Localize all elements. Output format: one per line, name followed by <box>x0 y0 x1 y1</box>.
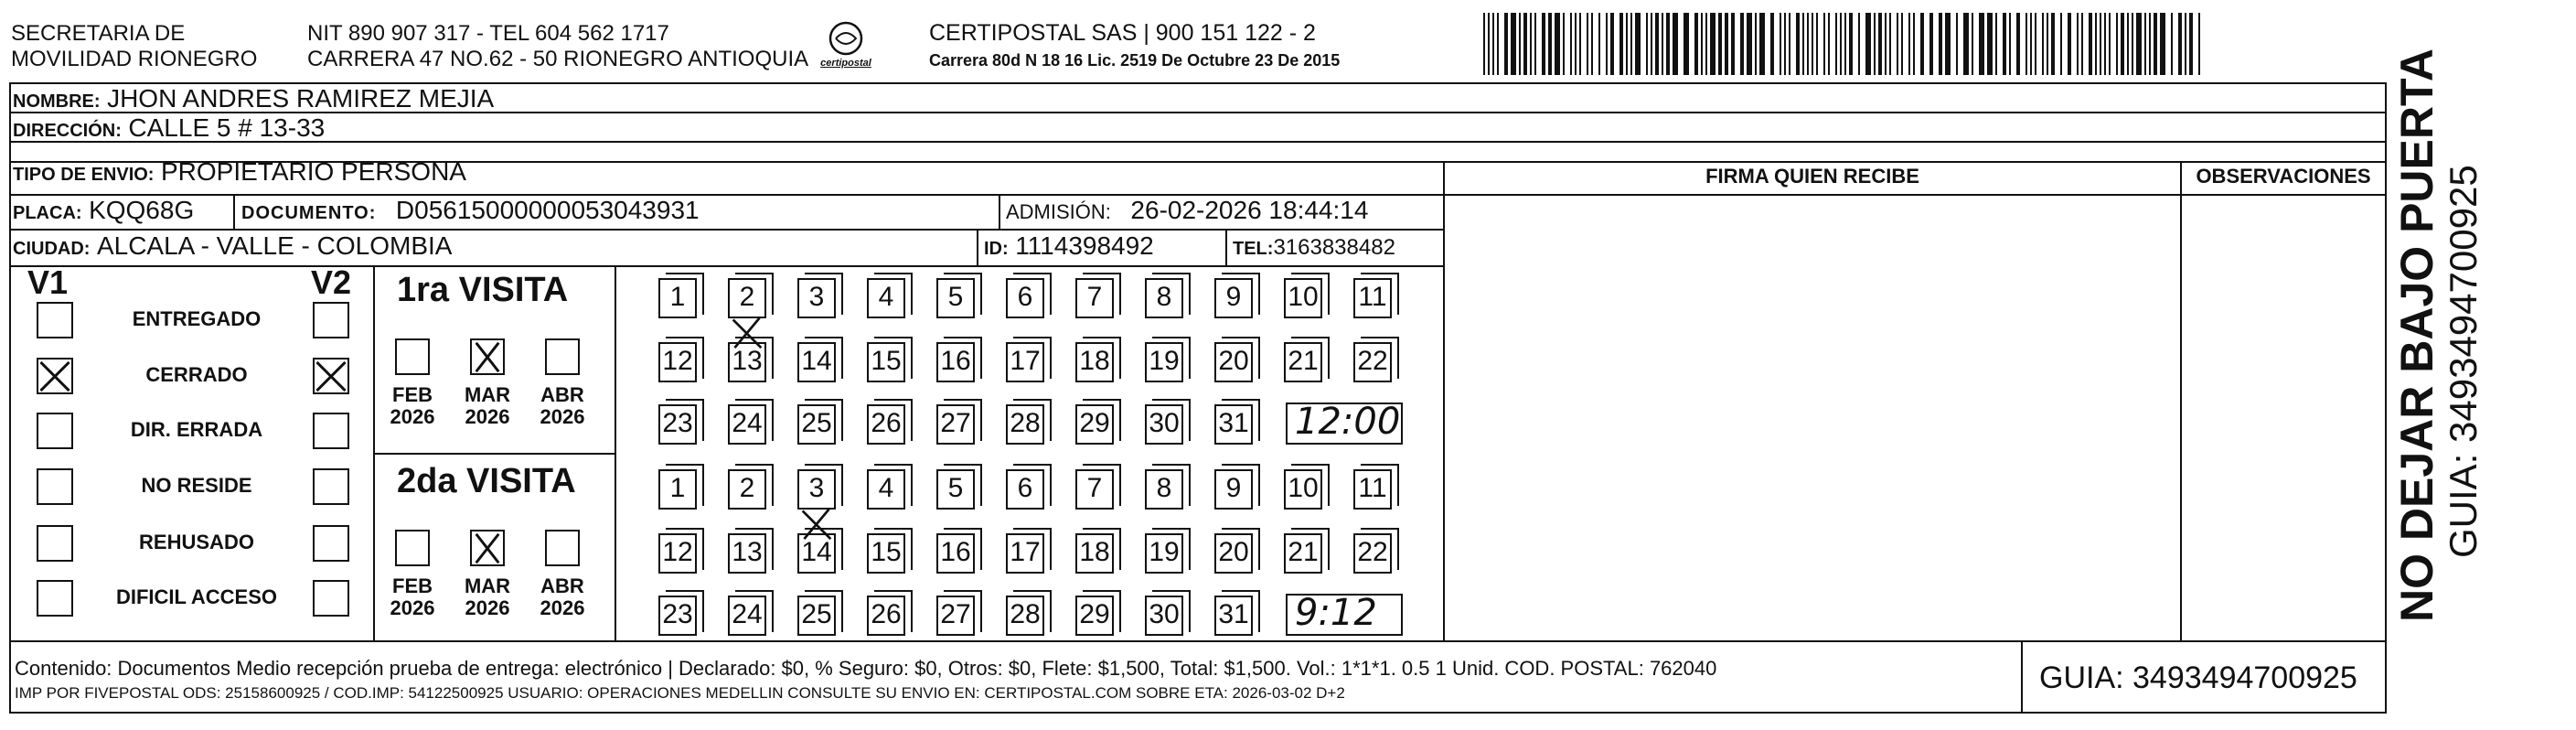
month-label <box>535 575 590 619</box>
day-number: 12 <box>662 346 693 376</box>
tipo-envio-label: TIPO DE ENVIO: <box>13 165 155 185</box>
day-box[interactable] <box>797 278 836 318</box>
status-option-label: DIR. ERRADA <box>130 418 263 441</box>
day-number: 8 <box>1156 282 1172 312</box>
day-box[interactable] <box>728 596 766 636</box>
day-number: 24 <box>732 599 763 629</box>
day-box[interactable] <box>658 278 697 318</box>
month-label <box>385 575 440 619</box>
day-box[interactable] <box>797 533 836 574</box>
day-box[interactable] <box>728 278 766 318</box>
day-box[interactable] <box>728 533 766 574</box>
day-number: 1 <box>669 282 686 312</box>
day-box[interactable] <box>1075 278 1114 318</box>
day-number: 26 <box>871 599 902 629</box>
day-box[interactable] <box>936 469 975 510</box>
status-option-label: NO RESIDE <box>141 474 252 497</box>
nombre-value: JHON ANDRES RAMIREZ MEJIA <box>107 84 495 113</box>
tel-value: 3163838482 <box>1273 235 1395 260</box>
day-number: 6 <box>1017 473 1033 503</box>
v1-checkbox[interactable] <box>37 413 73 449</box>
day-box[interactable] <box>658 404 697 445</box>
day-number: 4 <box>878 282 894 312</box>
day-number: 5 <box>947 473 964 503</box>
day-box[interactable] <box>936 533 975 574</box>
ciudad-label: CIUDAD: <box>13 239 91 259</box>
month-checkbox[interactable] <box>395 338 430 375</box>
day-box[interactable] <box>1075 342 1114 382</box>
v2-label: V2 <box>311 263 352 301</box>
month-label <box>460 575 515 619</box>
org-name-line2: MOVILIDAD RIONEGRO <box>11 47 258 71</box>
day-number: 18 <box>1079 346 1110 376</box>
day-box[interactable] <box>658 342 697 382</box>
tipo-envio-field <box>13 157 466 189</box>
day-box[interactable] <box>1353 342 1392 382</box>
day-number: 27 <box>940 408 971 438</box>
documento-label: DOCUMENTO: <box>241 203 377 223</box>
day-box[interactable] <box>1075 533 1114 574</box>
day-number: 9 <box>1225 473 1242 503</box>
day-box[interactable] <box>867 278 905 318</box>
month-name: MAR <box>464 574 511 597</box>
day-number: 22 <box>1357 346 1388 376</box>
placa-label: PLACA: <box>13 203 82 223</box>
v2-checkbox[interactable] <box>313 580 349 617</box>
placa-field <box>13 196 194 228</box>
guia-side-label: GUIA: 3493494700925 <box>2442 165 2485 558</box>
day-number: 21 <box>1288 537 1319 567</box>
day-number: 23 <box>662 408 693 438</box>
day-box[interactable] <box>1145 278 1183 318</box>
id-value: 1114398492 <box>1015 231 1154 260</box>
visit-time-box <box>1286 403 1403 445</box>
v2-checkbox[interactable] <box>313 413 349 449</box>
day-box[interactable] <box>1006 533 1044 574</box>
day-number: 11 <box>1358 282 1387 312</box>
month-label <box>460 384 515 428</box>
day-number: 4 <box>878 473 894 503</box>
month-year: 2026 <box>540 596 585 619</box>
guia-footer-box: GUIA: 3493494700925 <box>2039 660 2357 695</box>
v1-label: V1 <box>27 263 69 301</box>
admision-value: 26-02-2026 18:44:14 <box>1130 196 1369 224</box>
day-box[interactable] <box>867 533 905 574</box>
day-number: 31 <box>1218 599 1249 629</box>
day-box[interactable] <box>1006 596 1044 636</box>
day-number: 5 <box>947 282 964 312</box>
day-number: 31 <box>1218 408 1249 438</box>
v2-checkbox[interactable] <box>313 358 349 394</box>
v1-checkbox[interactable] <box>37 358 73 394</box>
day-box[interactable] <box>1214 469 1253 510</box>
v1-checkbox[interactable] <box>37 525 73 562</box>
status-option-label: DIFICIL ACCESO <box>115 585 277 608</box>
day-box[interactable] <box>1214 404 1253 445</box>
day-box[interactable] <box>1075 469 1114 510</box>
month-name: ABR <box>540 383 584 406</box>
day-box[interactable] <box>936 342 975 382</box>
visit-title: 1ra VISITA <box>397 271 569 309</box>
nit-line: NIT 890 907 317 - TEL 604 562 1717 <box>307 21 669 46</box>
day-number: 17 <box>1010 537 1041 567</box>
day-number: 16 <box>940 537 971 567</box>
day-box[interactable] <box>728 469 766 510</box>
day-box[interactable] <box>728 342 766 382</box>
day-number: 23 <box>662 599 693 629</box>
day-box[interactable] <box>658 533 697 574</box>
month-year: 2026 <box>465 405 510 428</box>
v1-checkbox[interactable] <box>37 468 73 505</box>
day-number: 8 <box>1156 473 1172 503</box>
day-number: 2 <box>739 282 755 312</box>
v1-checkbox[interactable] <box>37 580 73 617</box>
day-number: 22 <box>1357 537 1388 567</box>
day-box[interactable] <box>1145 469 1183 510</box>
day-number: 13 <box>732 537 763 567</box>
day-box[interactable] <box>1006 342 1044 382</box>
day-box[interactable] <box>658 469 697 510</box>
day-box[interactable] <box>1145 404 1183 445</box>
day-number: 30 <box>1149 408 1180 438</box>
day-number: 24 <box>732 408 763 438</box>
admision-label: ADMISIÓN: <box>1006 200 1111 223</box>
no-dejar-warning: NO DEJAR BAJO PUERTA <box>2391 48 2442 622</box>
day-number: 29 <box>1079 599 1110 629</box>
month-year: 2026 <box>540 405 585 428</box>
day-box[interactable] <box>1006 469 1044 510</box>
month-year: 2026 <box>390 405 435 428</box>
day-number: 10 <box>1288 282 1319 312</box>
direccion-value: CALLE 5 # 13-33 <box>128 113 326 142</box>
day-box[interactable] <box>936 278 975 318</box>
month-checkbox[interactable] <box>395 530 430 566</box>
firma-header: FIRMA QUIEN RECIBE <box>1705 165 1919 188</box>
direccion-field <box>13 113 325 145</box>
day-number: 14 <box>801 346 832 376</box>
day-number: 11 <box>1358 473 1387 503</box>
v2-checkbox[interactable] <box>313 525 349 562</box>
day-number: 1 <box>669 473 686 503</box>
ciudad-value: ALCALA - VALLE - COLOMBIA <box>96 231 453 260</box>
day-box[interactable] <box>1214 533 1253 574</box>
day-box[interactable] <box>1075 404 1114 445</box>
day-box[interactable] <box>1284 533 1322 574</box>
day-number: 20 <box>1218 346 1249 376</box>
month-name: FEB <box>392 383 433 406</box>
day-number: 17 <box>1010 346 1041 376</box>
day-number: 10 <box>1288 473 1319 503</box>
month-label <box>385 384 440 428</box>
day-number: 15 <box>871 537 902 567</box>
day-box[interactable] <box>1145 342 1183 382</box>
day-box[interactable] <box>797 342 836 382</box>
ciudad-field <box>13 231 452 263</box>
day-box[interactable] <box>1284 278 1322 318</box>
day-number: 9 <box>1225 282 1242 312</box>
day-number: 21 <box>1288 346 1319 376</box>
day-number: 20 <box>1218 537 1249 567</box>
admision-field <box>1006 196 1368 227</box>
month-name: ABR <box>540 574 584 597</box>
tipo-envio-value: PROPIETARIO PERSONA <box>160 157 466 186</box>
contents-line: Contenido: Documentos Medio recepción prueba de entrega: electrónico | Declarado: $0, % Seguro: $0, Otros: $0, Flete: $1,500, Total: $1,500. Vol.: 1*1*1. 0.5 1 Unid. COD. POSTAL: 762040 <box>15 657 1717 680</box>
day-box[interactable] <box>1075 596 1114 636</box>
day-box[interactable] <box>797 404 836 445</box>
visit-time: 12:00 <box>1295 401 1401 443</box>
day-number: 16 <box>940 346 971 376</box>
imp-line: IMP POR FIVEPOSTAL ODS: 25158600925 / COD.IMP: 54122500925 USUARIO: OPERACIONES MEDELLIN CONSULTE SU ENVIO EN: CERTIPOSTAL.COM SOBRE ETA: 2026-03-02 D+2 <box>15 684 1345 702</box>
day-box[interactable] <box>797 596 836 636</box>
v2-checkbox[interactable] <box>313 302 349 338</box>
license-line: Carrera 80d N 18 16 Lic. 2519 De Octubre 23 De 2015 <box>929 51 1341 70</box>
day-box[interactable] <box>1214 278 1253 318</box>
day-number: 25 <box>801 599 832 629</box>
day-number: 6 <box>1017 282 1033 312</box>
day-number: 2 <box>739 473 755 503</box>
day-box[interactable] <box>867 404 905 445</box>
day-box[interactable] <box>1284 469 1322 510</box>
status-option-label: REHUSADO <box>139 531 254 553</box>
documento-field <box>241 196 700 228</box>
day-box[interactable] <box>1353 533 1392 574</box>
day-number: 13 <box>732 346 763 376</box>
day-box[interactable] <box>1353 278 1392 318</box>
placa-value: KQQ68G <box>89 196 195 224</box>
day-number: 27 <box>940 599 971 629</box>
month-checkbox[interactable] <box>545 338 580 375</box>
day-box[interactable] <box>1353 469 1392 510</box>
day-number: 26 <box>871 408 902 438</box>
nombre-field <box>13 84 494 116</box>
visit-time: 9:12 <box>1295 592 1377 634</box>
day-box[interactable] <box>1006 404 1044 445</box>
day-number: 25 <box>801 408 832 438</box>
day-number: 3 <box>808 282 825 312</box>
day-number: 3 <box>808 473 825 503</box>
logo-text: certipostal <box>820 58 871 69</box>
address-line: CARRERA 47 NO.62 - 50 RIONEGRO ANTIOQUIA <box>307 47 809 71</box>
tel-field <box>1233 231 1395 263</box>
certipostal-logo-icon <box>805 18 887 71</box>
day-box[interactable] <box>1214 596 1253 636</box>
day-box[interactable] <box>1284 342 1322 382</box>
observaciones-header: OBSERVACIONES <box>2196 165 2371 188</box>
day-box[interactable] <box>867 469 905 510</box>
day-box[interactable] <box>867 596 905 636</box>
day-number: 29 <box>1079 408 1110 438</box>
day-box[interactable] <box>867 342 905 382</box>
month-name: FEB <box>392 574 433 597</box>
nombre-label: NOMBRE: <box>13 91 101 112</box>
day-number: 28 <box>1010 599 1041 629</box>
org-name-line1: SECRETARIA DE <box>11 21 186 46</box>
day-box[interactable] <box>936 404 975 445</box>
tel-label: TEL: <box>1233 239 1274 259</box>
month-name: MAR <box>464 383 511 406</box>
day-number: 28 <box>1010 408 1041 438</box>
day-number: 7 <box>1086 282 1103 312</box>
month-checkbox[interactable] <box>470 338 505 375</box>
v2-checkbox[interactable] <box>313 468 349 505</box>
status-option-label: CERRADO <box>145 363 248 386</box>
day-box[interactable] <box>1145 596 1183 636</box>
company-line: CERTIPOSTAL SAS | 900 151 122 - 2 <box>929 20 1316 46</box>
barcode <box>1481 13 2206 77</box>
day-number: 19 <box>1149 537 1180 567</box>
month-checkbox[interactable] <box>470 530 505 566</box>
day-box[interactable] <box>658 596 697 636</box>
visit-time-box <box>1286 594 1403 636</box>
month-year: 2026 <box>390 596 435 619</box>
day-number: 7 <box>1086 473 1103 503</box>
day-number: 18 <box>1079 537 1110 567</box>
day-box[interactable] <box>1145 533 1183 574</box>
month-label <box>535 384 590 428</box>
day-number: 12 <box>662 537 693 567</box>
day-box[interactable] <box>1214 342 1253 382</box>
id-field <box>984 231 1154 263</box>
day-number: 30 <box>1149 599 1180 629</box>
day-box[interactable] <box>936 596 975 636</box>
status-option-label: ENTREGADO <box>132 307 262 330</box>
day-number: 15 <box>871 346 902 376</box>
documento-value: D05615000000053043931 <box>395 196 700 224</box>
month-year: 2026 <box>465 596 510 619</box>
day-number: 14 <box>801 537 832 567</box>
direccion-label: DIRECCIÓN: <box>13 121 122 141</box>
day-box[interactable] <box>728 404 766 445</box>
v1-checkbox[interactable] <box>37 302 73 338</box>
day-box[interactable] <box>1006 278 1044 318</box>
id-label: ID: <box>984 239 1009 259</box>
day-box[interactable] <box>797 469 836 510</box>
day-number: 19 <box>1149 346 1180 376</box>
month-checkbox[interactable] <box>545 530 580 566</box>
visit-title: 2da VISITA <box>397 462 576 500</box>
